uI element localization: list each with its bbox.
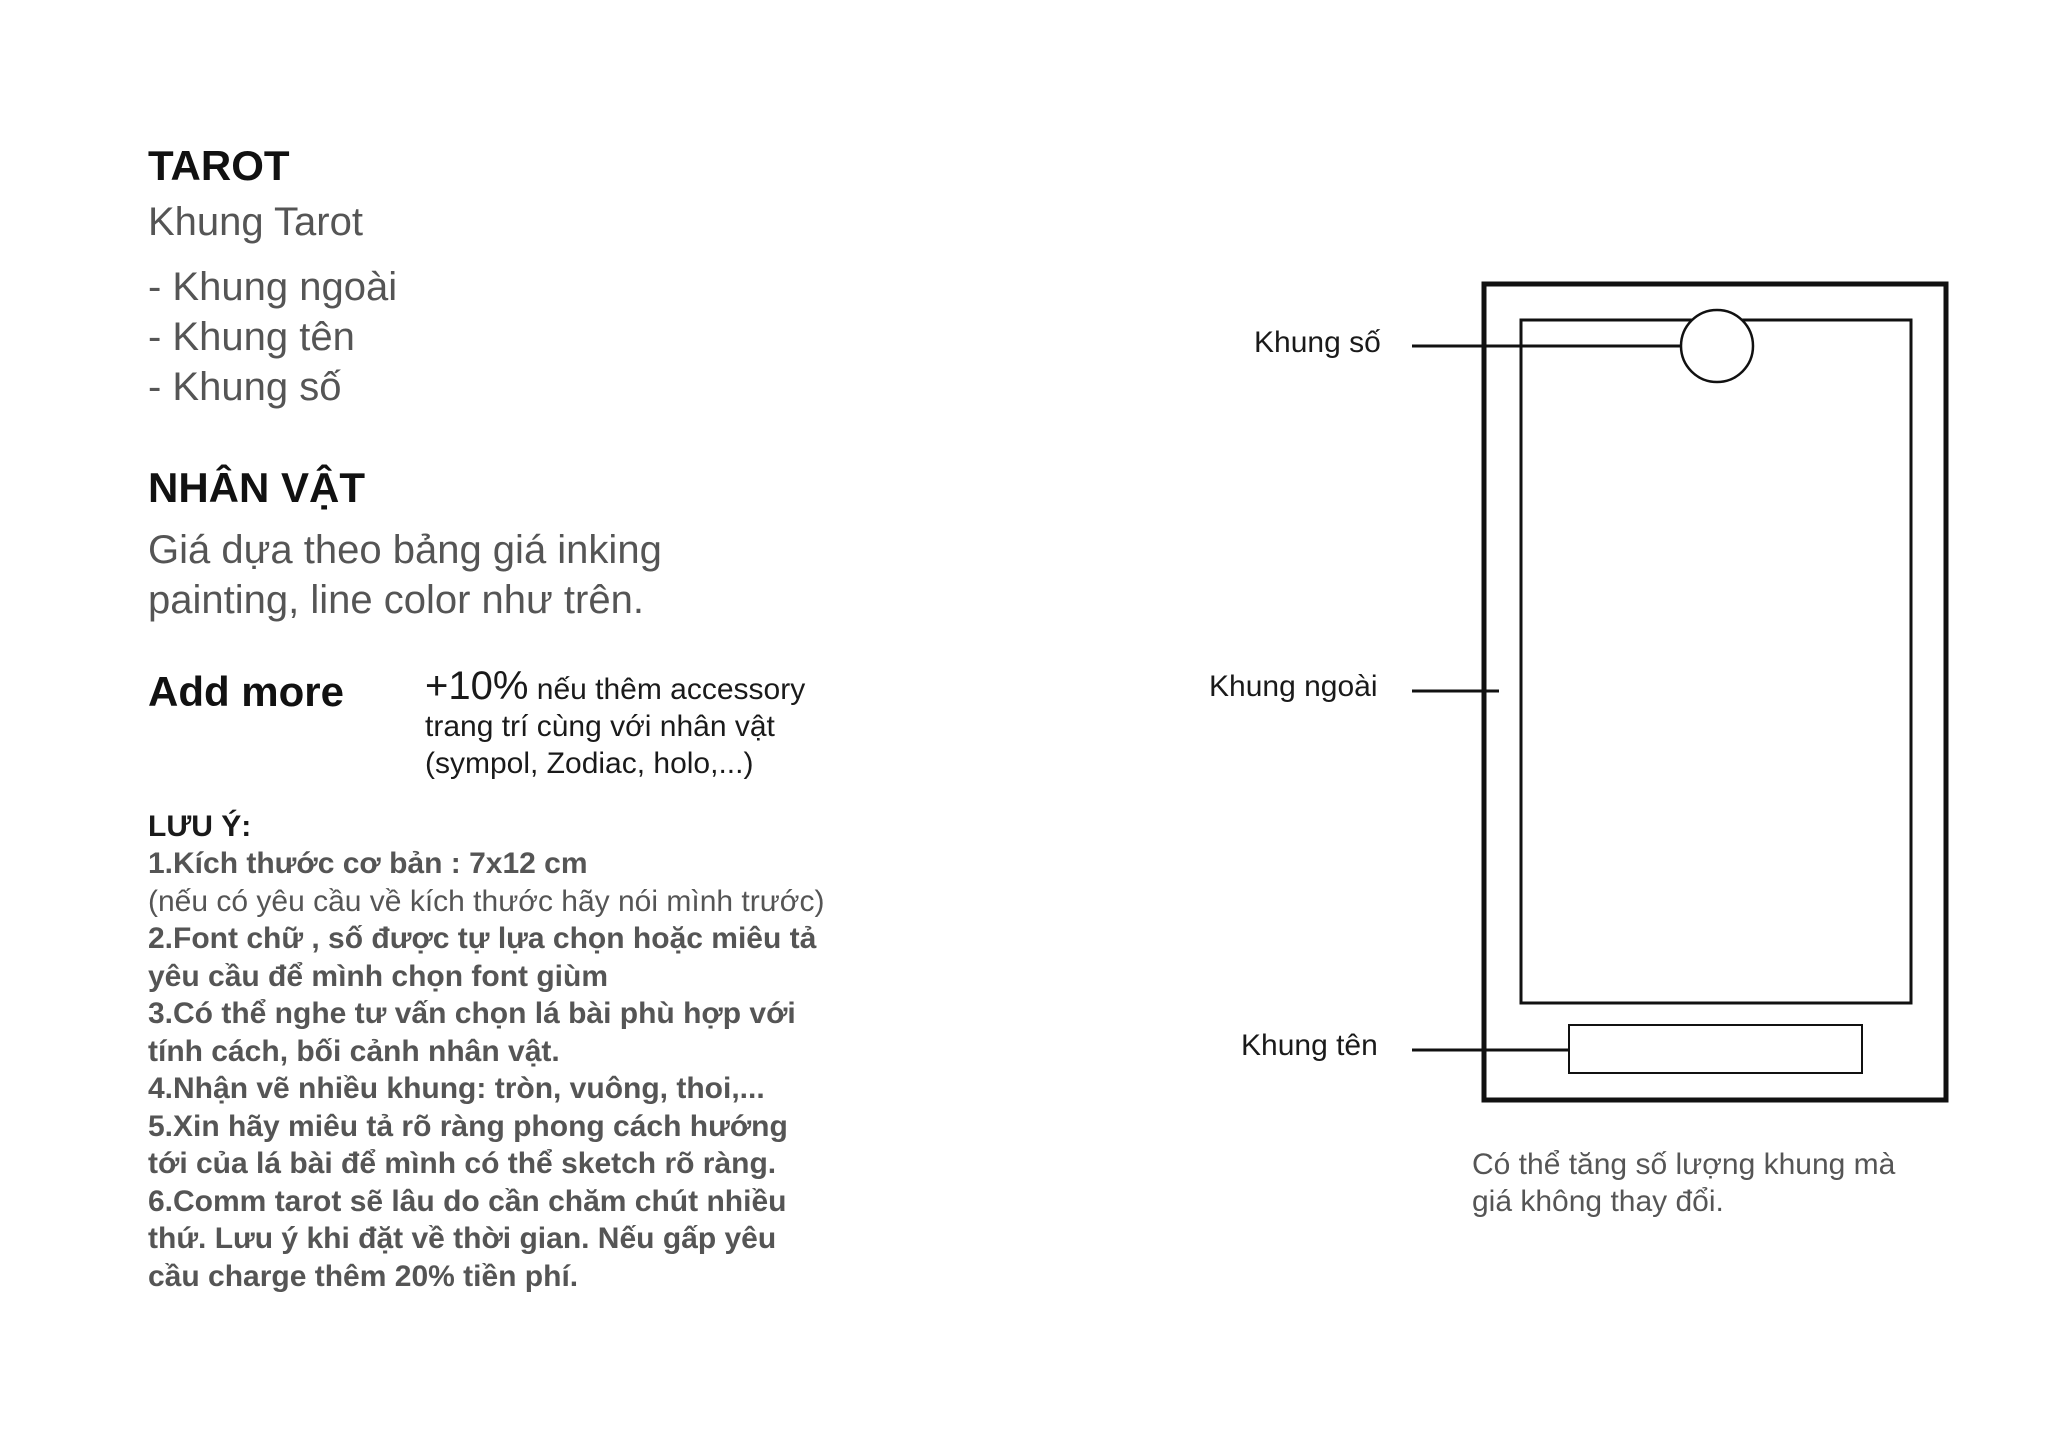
notes-heading: LƯU Ý:	[148, 810, 252, 843]
add-more-line: trang trí cùng với nhân vật	[425, 710, 775, 743]
character-desc-line: painting, line color như trên.	[148, 578, 644, 622]
note-line: tới của lá bài để mình có thể sketch rõ ràng.	[148, 1147, 777, 1180]
note-line: 5.Xin hãy miêu tả rõ ràng phong cách hướng	[148, 1109, 788, 1143]
number-frame	[1681, 310, 1753, 382]
tarot-subtitle: Khung Tarot	[148, 200, 363, 244]
note-line: 6.Comm tarot sẽ lâu do cần chăm chút nhiều	[148, 1184, 787, 1218]
diagram-label-name: Khung tên	[1241, 1029, 1378, 1062]
note-line: thứ. Lưu ý khi đặt về thời gian. Nếu gấp yêu	[148, 1222, 777, 1255]
add-more-percent: +10%	[425, 664, 529, 708]
tarot-item-outer: - Khung ngoài	[148, 265, 398, 309]
tarot-item-name: - Khung tên	[148, 315, 355, 359]
tarot-item-number: - Khung số	[148, 365, 342, 409]
character-heading: NHÂN VẬT	[148, 464, 365, 511]
outer-frame	[1484, 284, 1946, 1100]
add-more-line1-text: nếu thêm accessory	[528, 673, 806, 706]
caption-line: giá không thay đổi.	[1472, 1185, 1724, 1218]
note-line: cầu charge thêm 20% tiền phí.	[148, 1259, 579, 1293]
note-line: yêu cầu để mình chọn font giùm	[148, 959, 609, 993]
add-more-heading: Add more	[148, 668, 345, 715]
name-frame	[1569, 1025, 1862, 1073]
note-line: 2.Font chữ , số được tự lựa chọn hoặc miêu tả	[148, 922, 817, 955]
inner-art-frame	[1521, 320, 1911, 1003]
note-line: 1.Kích thước cơ bản : 7x12 cm	[148, 847, 588, 880]
add-more-line: (sympol, Zodiac, holo,...)	[425, 747, 754, 780]
character-desc-line: Giá dựa theo bảng giá inking	[148, 528, 662, 572]
note-line: tính cách, bối cảnh nhân vật.	[148, 1034, 560, 1068]
caption-line: Có thể tăng số lượng khung mà	[1472, 1148, 1896, 1181]
note-line: 4.Nhận vẽ nhiều khung: tròn, vuông, thoi,...	[148, 1072, 765, 1105]
tarot-heading: TAROT	[148, 142, 290, 189]
diagram-caption	[1472, 1146, 1895, 1220]
diagram-label-outer: Khung ngoài	[1209, 670, 1378, 703]
note-line: (nếu có yêu cầu về kích thước hãy nói mình trước)	[148, 884, 825, 918]
diagram-label-number: Khung số	[1254, 326, 1381, 359]
note-line: 3.Có thể nghe tư vấn chọn lá bài phù hợp với	[148, 997, 796, 1030]
